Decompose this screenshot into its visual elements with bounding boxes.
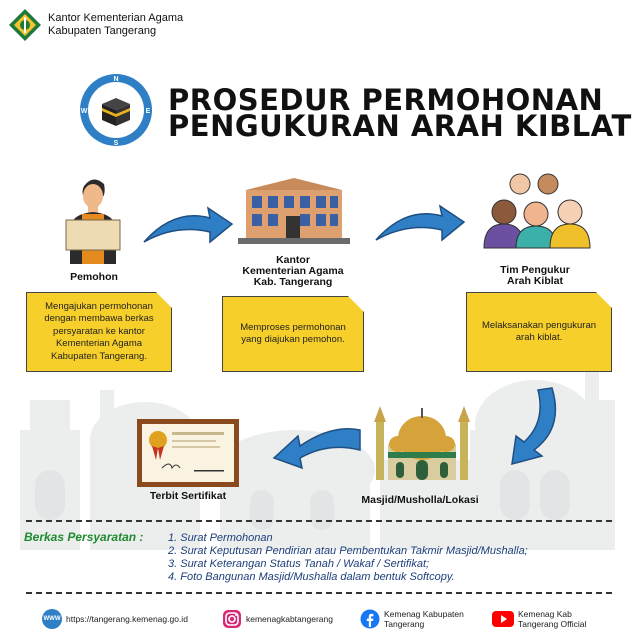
youtube-channel-line1[interactable]: Kemenag Kab [518, 609, 572, 619]
org-name-line2: Kabupaten Tangerang [48, 25, 157, 37]
facebook-name-line2[interactable]: Tangerang [384, 619, 425, 629]
instagram-icon [222, 609, 242, 629]
step-applicant-note-text: Mengajukan permohonan dengan membawa berkas persyaratan ke kantor Kementerian Agama Kabupaten Tangerang. [44, 300, 154, 362]
compass-n-label: N [113, 76, 119, 83]
requirement-item: 3. Surat Keterangan Status Tanah / Wakaf / Sertifikat; [168, 558, 430, 570]
mosque-icon [372, 392, 472, 484]
office-building-icon [236, 176, 352, 246]
youtube-icon [492, 611, 514, 627]
divider-top [26, 520, 612, 522]
compass-e-label: E [145, 108, 151, 115]
globe-icon: WWW [42, 609, 62, 629]
page-title-line2: PENGUKURAN ARAH KIBLAT [168, 109, 632, 143]
requirement-item: 2. Surat Keputusan Pendirian atau Pembentukan Takmir Masjid/Mushalla; [168, 545, 528, 557]
compass-s-label: S [113, 140, 119, 147]
step-office-label-line2: Kementerian Agama [242, 265, 344, 277]
facebook-icon [360, 609, 380, 629]
step-applicant-label: Pemohon [70, 271, 118, 283]
youtube-channel-line2[interactable]: Tangerang Official [518, 619, 587, 629]
step-certificate-label: Terbit Sertifikat [149, 490, 227, 502]
website-link[interactable]: https://tangerang.kemenag.go.id [66, 614, 188, 624]
compass-kaaba-icon [78, 72, 154, 148]
arrow-right-icon [372, 196, 468, 248]
step-team-label-line2: Arah Kiblat [506, 275, 563, 287]
compass-w-label: W [80, 108, 88, 115]
step-office-note-text: Memproses permohonan yang diajukan pemohon. [240, 321, 346, 345]
kemenag-logo-icon [8, 8, 42, 42]
arrow-down-left-icon [494, 384, 564, 470]
measurement-team-icon [478, 168, 594, 250]
arrow-right-icon [140, 198, 236, 250]
step-office-label-line1: Kantor [276, 254, 310, 266]
note-fold [156, 292, 172, 308]
certificate-icon [136, 418, 240, 488]
requirements-title: Berkas Persyaratan : [24, 530, 144, 544]
step-team-label-line1: Tim Pengukur [500, 264, 570, 276]
note-fold [348, 296, 364, 312]
step-office-label-line3: Kab. Tangerang [253, 276, 333, 288]
org-name-line1: Kantor Kementerian Agama [48, 12, 184, 24]
page-title-line1: PROSEDUR PERMOHONAN [168, 83, 604, 117]
requirement-item: 1. Surat Permohonan [168, 532, 273, 544]
step-team-note-text: Melaksanakan pengukuran arah kiblat. [481, 319, 597, 343]
step-mosque-label: Masjid/Musholla/Lokasi [361, 494, 479, 506]
divider-bottom [26, 592, 612, 594]
instagram-handle[interactable]: kemenagkabtangerang [246, 614, 333, 624]
note-fold [596, 292, 612, 308]
applicant-person-icon [62, 172, 124, 264]
step-office-note [222, 296, 364, 372]
arrow-left-icon [268, 418, 364, 472]
step-applicant-note [26, 292, 172, 372]
requirement-item: 4. Foto Bangunan Masjid/Mushalla dalam bentuk Softcopy. [168, 571, 455, 583]
facebook-name-line1[interactable]: Kemenag Kabupaten [384, 609, 464, 619]
step-team-note [466, 292, 612, 372]
